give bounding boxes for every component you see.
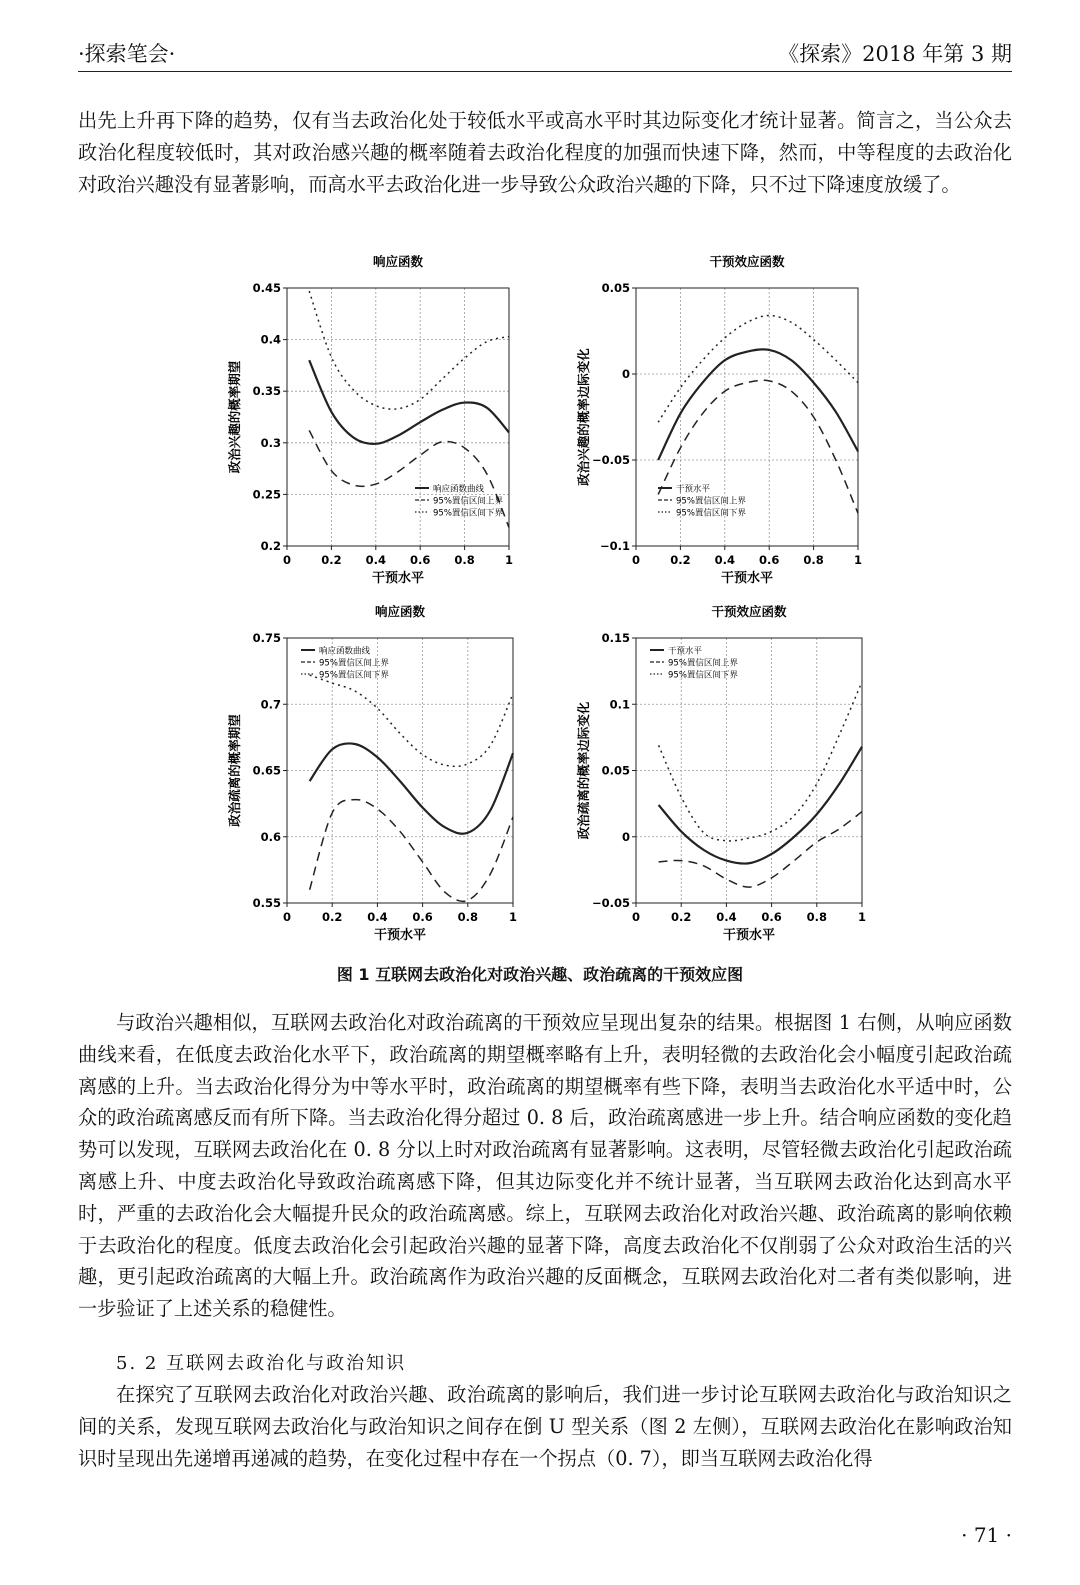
x-tick-label: 1 — [857, 910, 867, 924]
y-tick-label: 0.65 — [252, 763, 281, 778]
x-tick-label: 0 — [631, 553, 641, 567]
x-tick-label: 0.2 — [671, 910, 692, 924]
x-axis-label: 干预水平 — [373, 928, 427, 943]
y-tick-label: 0.35 — [252, 384, 281, 399]
legend-label: 95%置信区间下界 — [319, 670, 389, 681]
legend-label: 95%置信区间下界 — [433, 508, 503, 519]
y-tick-label: 0.05 — [601, 281, 630, 295]
y-tick-label: 0.45 — [252, 281, 281, 295]
y-axis-label: 政治兴趣的概率期望 — [227, 360, 242, 474]
series-line-solid — [310, 743, 513, 833]
x-axis-label: 干预水平 — [720, 571, 774, 586]
header-journal-issue: 《探索》2018 年第 3 期 — [778, 42, 1012, 66]
running-header — [78, 38, 1012, 72]
x-tick-label: 0.4 — [367, 910, 388, 924]
legend-label: 响应函数曲线 — [433, 484, 485, 495]
legend-label: 95%置信区间下界 — [676, 508, 746, 519]
x-tick-label: 0.6 — [410, 553, 431, 567]
y-axis-label: 政治兴趣的概率边际变化 — [576, 348, 591, 486]
chart-panel-4 — [576, 604, 866, 943]
chart-title: 响应函数 — [374, 604, 426, 619]
chart-title: 干预效应函数 — [711, 604, 787, 619]
legend-label: 95%置信区间下界 — [668, 670, 738, 681]
series-line-dot — [659, 682, 862, 841]
legend-label: 95%置信区间上界 — [433, 496, 503, 507]
y-tick-label: 0 — [621, 367, 630, 381]
y-tick-label: 0 — [621, 829, 630, 844]
figure-caption: 图 1 互联网去政治化对政治兴趣、政治疏离的干预效应图 — [336, 965, 744, 984]
chart-panel-2 — [576, 254, 862, 586]
y-tick-label: 0.4 — [260, 332, 281, 347]
legend-label: 95%置信区间上界 — [676, 496, 746, 507]
y-tick-label: 0.15 — [601, 631, 630, 645]
x-tick-label: 0.8 — [806, 910, 827, 924]
series-line-dot — [310, 675, 513, 766]
paragraph-3: 在探究了互联网去政治化对政治兴趣、政治疏离的影响后，我们进一步讨论互联网去政治化与政治知识之间的关系，发现互联网去政治化与政治知识之间存在倒 U 型关系（图 2 左侧），互联网去政治化在影响政治知识时呈现出先递增再递减的趋势，在变化过程中存在一个拐点（0. 7），即当互联网去政治化得 — [78, 1383, 1012, 1470]
legend-label: 95%置信区间上界 — [319, 658, 389, 669]
x-tick-label: 0.8 — [457, 910, 478, 924]
header-rule — [78, 71, 1012, 72]
x-tick-label: 0.6 — [761, 910, 782, 924]
y-axis-label: 政治疏离的概率期望 — [227, 714, 242, 827]
legend-label: 干预水平 — [676, 484, 711, 495]
figure-1-charts — [200, 245, 880, 985]
y-axis-label: 政治疏离的概率边际变化 — [576, 701, 591, 840]
chart-panel-1 — [227, 254, 513, 586]
x-tick-label: 0.2 — [321, 553, 342, 567]
x-tick-label: 0 — [631, 910, 641, 924]
x-tick-label: 0.4 — [714, 553, 735, 567]
y-tick-label: −0.05 — [591, 896, 630, 910]
x-axis-label: 干预水平 — [722, 928, 776, 943]
paragraph-1: 出先上升再下降的趋势，仅有当去政治化处于较低水平或高水平时其边际变化才统计显著。简言之，当公众去政治化程度较低时，其对政治感兴趣的概率随着去政治化程度的加强而快速下降，然而，中等程度的去政治化对政治兴趣没有显著影响，而高水平去政治化进一步导致公众政治兴趣的下降，只不过下降速度放缓了。 — [78, 109, 1012, 196]
legend-label: 95%置信区间上界 — [668, 658, 738, 669]
x-tick-label: 0 — [282, 910, 292, 924]
x-tick-label: 0.2 — [670, 553, 691, 567]
x-tick-label: 0.8 — [454, 553, 475, 567]
x-tick-label: 1 — [508, 910, 518, 924]
page-number: · 71 · — [961, 1523, 1012, 1547]
chart-title: 响应函数 — [372, 254, 424, 269]
series-line-solid — [659, 747, 862, 864]
x-tick-label: 0.2 — [322, 910, 343, 924]
series-line-solid — [309, 360, 509, 444]
x-tick-label: 0.6 — [759, 553, 780, 567]
y-tick-label: 0.3 — [260, 435, 281, 450]
x-tick-label: 0.4 — [716, 910, 737, 924]
x-tick-label: 0.8 — [803, 553, 824, 567]
y-tick-label: 0.2 — [260, 539, 281, 553]
chart-title: 干预效应函数 — [709, 254, 785, 269]
x-tick-label: 0.4 — [365, 553, 386, 567]
y-tick-label: −0.1 — [599, 539, 630, 553]
y-tick-label: 0.05 — [601, 763, 630, 778]
paragraph-2: 与政治兴趣相似，互联网去政治化对政治疏离的干预效应呈现出复杂的结果。根据图 1 右侧，从响应函数曲线来看，在低度去政治化水平下，政治疏离的期望概率略有上升，表明轻微的去政治化会小幅度引起政治疏离感的上升。当去政治化得分为中等水平时，政治疏离的期望概率有些下降，表明当去政治化水平适中时，公众的政治疏离感反而有所下降。当去政治化得分超过 0. 8 后，政治疏离感进一步上升。结合响应函数的变化趋势可以发现，互联网去政治化在 0. 8 分以上时对政治疏离有显著影响。这表明，尽管轻微去政治化引起政治疏离感上升、中度去政治化导致政治疏离感下降，但其边际变化并不统计显著，当互联网去政治化达到高水平时，严重的去政治化会大幅提升民众的政治疏离感。综上，互联网去政治化对政治兴趣、政治疏离的影响依赖于去政治化的程度。低度去政治化会引起政治兴趣的显著下降，高度去政治化不仅削弱了公众对政治生活的兴趣，更引起政治疏离的大幅上升。政治疏离作为政治兴趣的反面概念，互联网去政治化对二者有类似影响，进一步验证了上述关系的稳健性。 — [78, 1011, 1012, 1321]
y-tick-label: 0.75 — [252, 631, 281, 645]
y-tick-label: 0.1 — [609, 697, 630, 712]
y-tick-label: 0.7 — [260, 697, 281, 712]
x-tick-label: 0 — [282, 553, 292, 567]
series-line-dash — [310, 800, 513, 902]
series-line-dot — [658, 316, 858, 423]
y-tick-label: −0.05 — [591, 453, 630, 467]
y-tick-label: 0.25 — [252, 487, 281, 502]
y-tick-label: 0.55 — [252, 896, 281, 910]
plot-frame — [636, 288, 858, 546]
y-tick-label: 0.6 — [260, 829, 281, 844]
x-tick-label: 0.6 — [412, 910, 433, 924]
x-tick-label: 1 — [853, 553, 863, 567]
x-tick-label: 1 — [504, 553, 514, 567]
figure-1 — [200, 245, 880, 985]
x-axis-label: 干预水平 — [371, 571, 425, 586]
header-column-name: ·探索笔会· — [78, 42, 176, 66]
legend-label: 干预水平 — [668, 646, 703, 657]
legend-label: 响应函数曲线 — [319, 646, 371, 657]
series-line-dash — [659, 812, 862, 888]
section-heading: 5. 2 互联网去政治化与政治知识 — [116, 1353, 407, 1374]
chart-panel-3 — [227, 604, 517, 943]
